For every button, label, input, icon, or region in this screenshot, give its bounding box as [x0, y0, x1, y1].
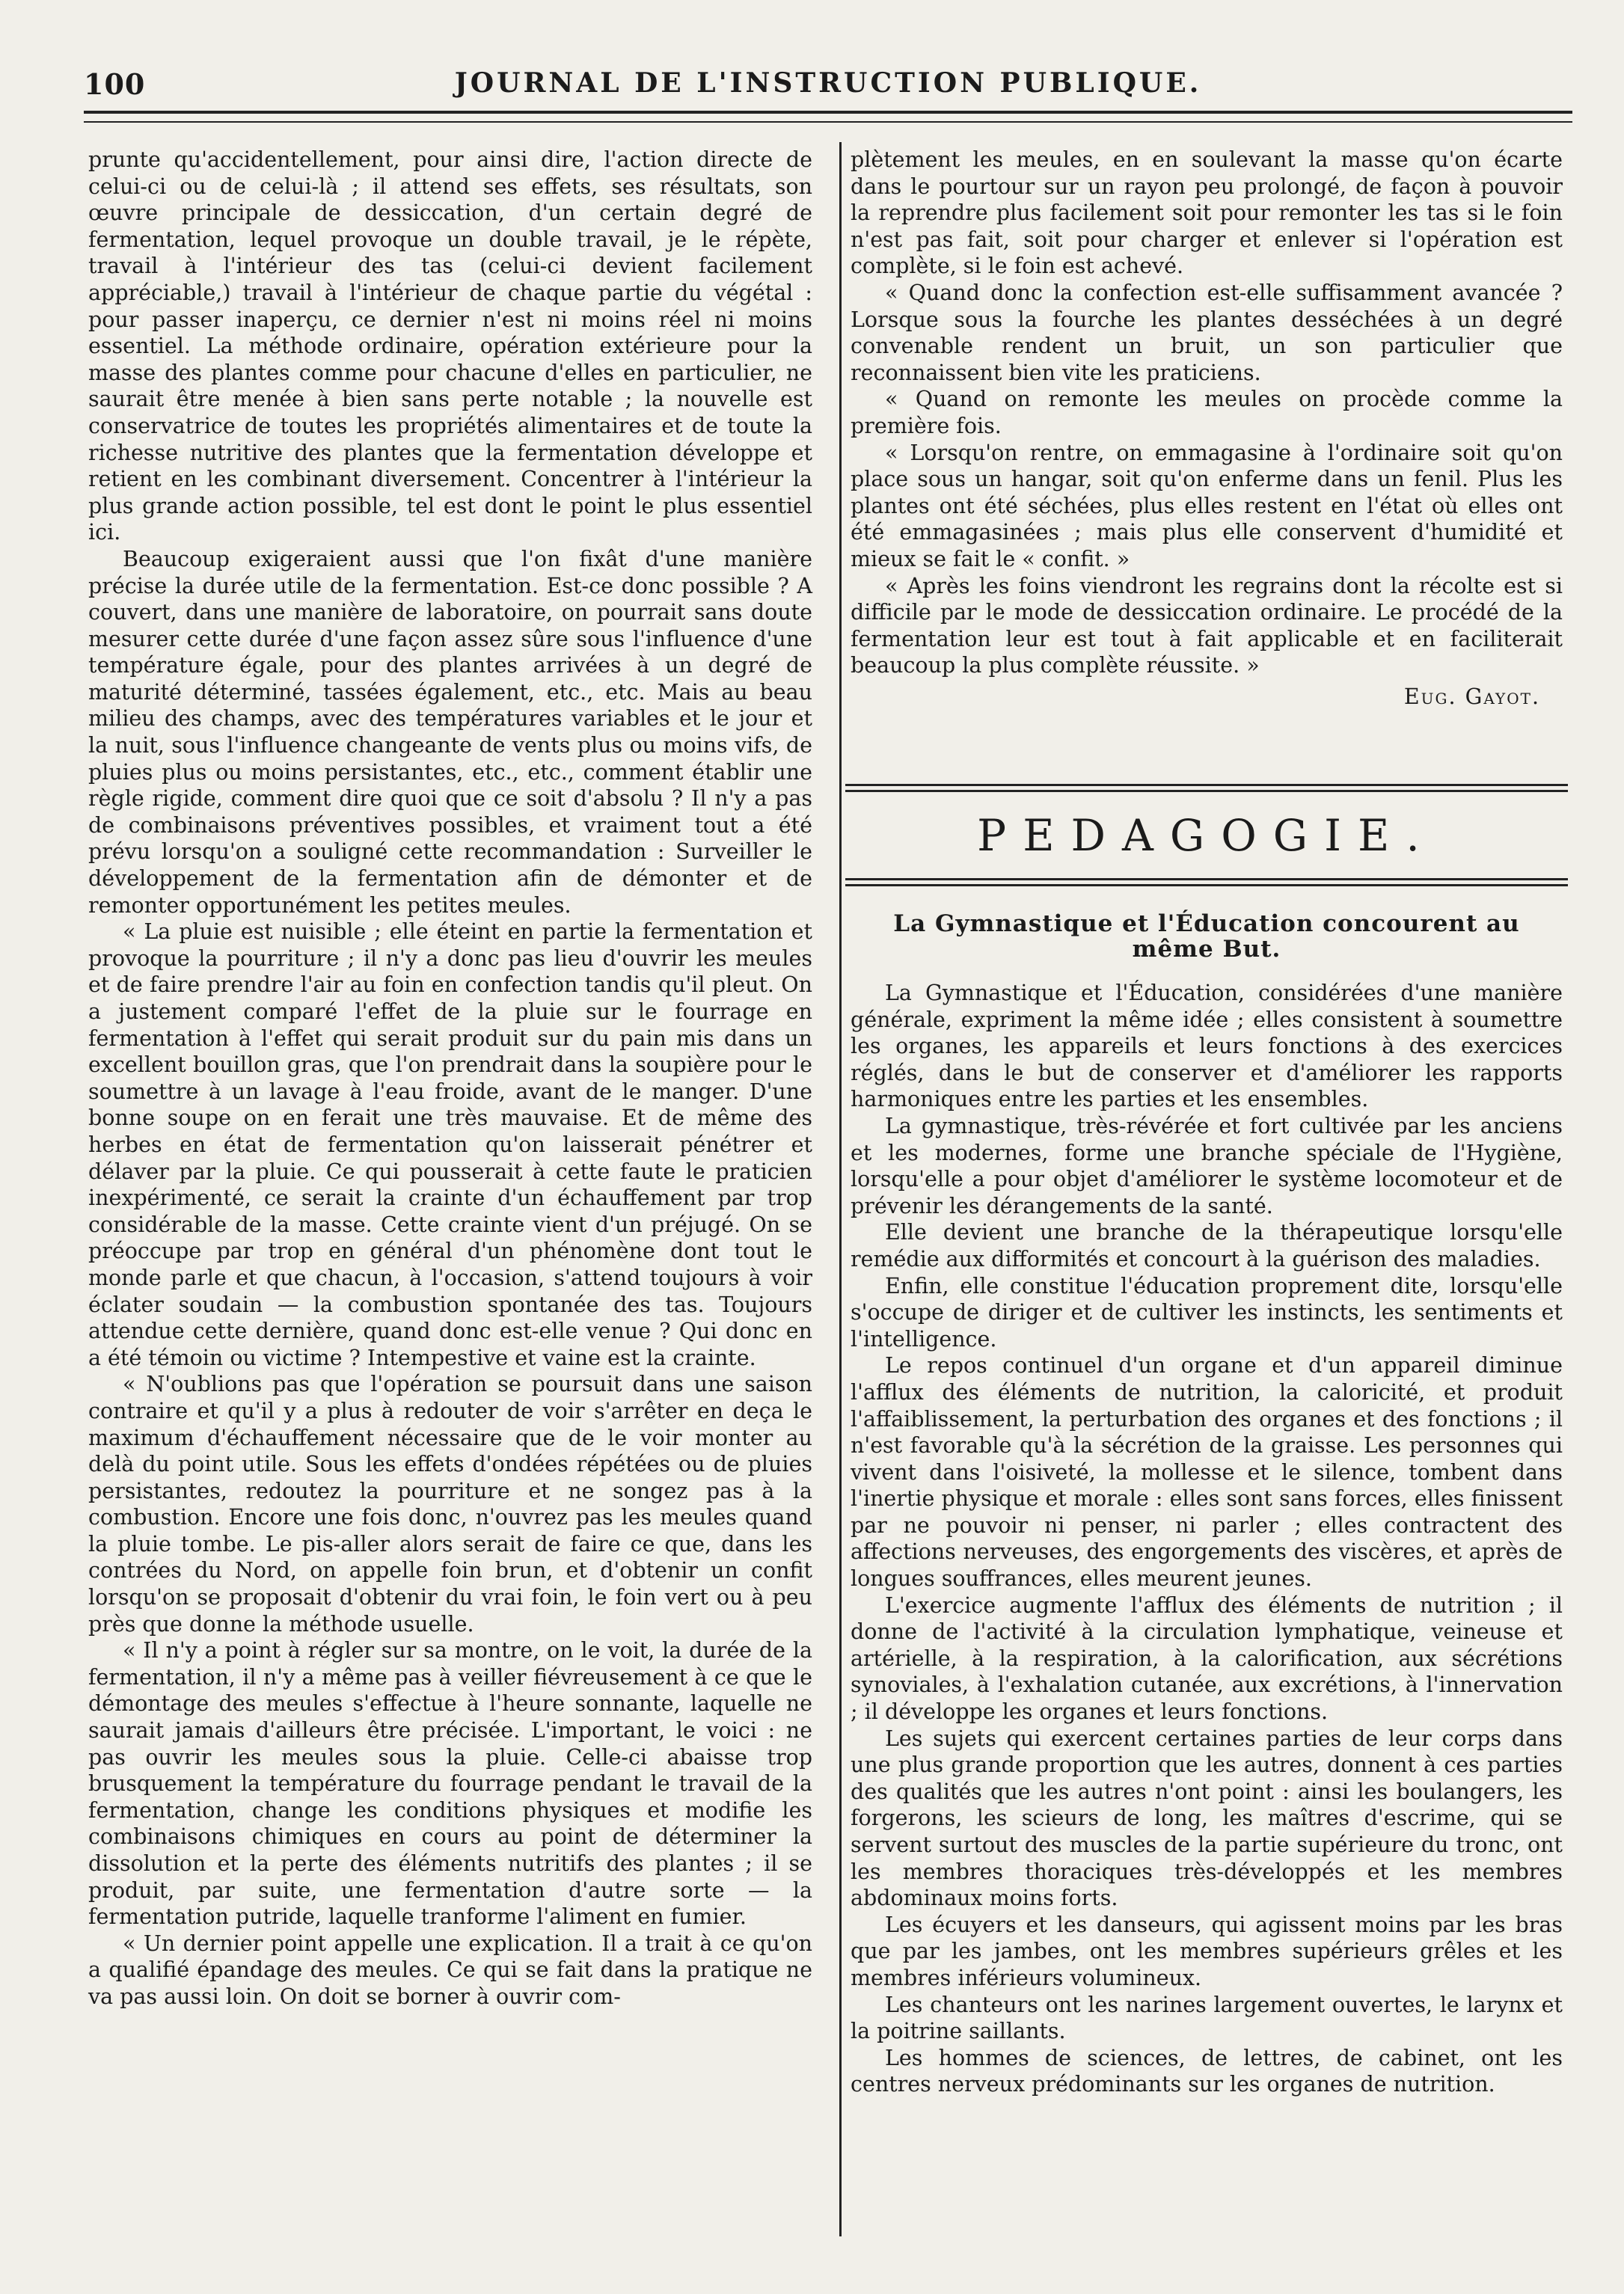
paragraph: Elle devient une branche de la thérapeutique lorsqu'elle remédie aux difformités et concourt à la guérison des maladies. [851, 1220, 1563, 1272]
section-rule-top-2 [845, 790, 1568, 792]
paragraph: La gymnastique, très-révérée et fort cultivée par les anciens et les modernes, forme une branche spéciale de l'Hygiène, lorsqu'elle a pour objet d'améliorer le système locomoteur et de prévenir les dérangements de la santé. [851, 1113, 1563, 1218]
right-column-top [851, 147, 1563, 710]
paragraph: Les hommes de sciences, de lettres, de cabinet, ont les centres nerveux prédominants sur les organes de nutrition. [851, 2045, 1563, 2097]
page-number: 100 [84, 67, 146, 101]
author-signature: Eug. Gayot. [1403, 684, 1540, 709]
paragraph: « La pluie est nuisible ; elle éteint en partie la fermentation et provoque la pourriture ; il n'y a donc pas lieu d'ouvrir les meules et de faire prendre l'air au foin en confection tandis qu'il pleut. On a justement comparé l'effet de la pluie sur le fourrage en fermentation à l'effet qui serait produit sur du pain mis dans un excellent bouillon gras, que l'on prendrait dans la soupière pour le soumettre à un lavage à l'eau froide, avant de le manger. D'une bonne soupe on en ferait une très mauvaise. Et de même des herbes en état de fermentation qu'on laisserait pénétrer et délaver par la pluie. Ce qui pousserait à cette faute le praticien inexpérimenté, ce serait la crainte d'un échauffement par trop considérable de la masse. Cette crainte vient d'un préjugé. On se préoccupe par trop en général d'un phénomène dont tout le monde parle et que chacun, à l'occasion, s'attend toujours à voir éclater soudain — la combustion spontanée des tas. Toujours attendue cette dernière, quand donc est-elle venue ? Qui donc en a été témoin ou victime ? Intempestive et vaine est la crainte. [88, 919, 812, 1370]
paragraph: « Un dernier point appelle une explication. Il a trait à ce qu'on a qualifié épandage des meules. Ce qui se fait dans la pratique ne va pas aussi loin. On doit se borner à ouvrir com- [88, 1930, 812, 2009]
right-column-bottom [851, 980, 1563, 2098]
paragraph: « Quand donc la confection est-elle suffisamment avancée ? Lorsque sous la fourche les plantes desséchées à un degré convenable rendent un bruit, un son particulier que reconnaissent bien vite les praticiens. [851, 280, 1563, 385]
paragraph: plètement les meules, en en soulevant la masse qu'on écarte dans le pourtour sur un rayon peu prolongé, de façon à pouvoir la reprendre plus facilement soit pour remonter les tas si le foin n'est pas fait, soit pour charger et enlever si l'opération est complète, si le foin est achevé. [851, 147, 1563, 279]
section-rule-top [845, 784, 1568, 786]
paragraph: « Lorsqu'on rentre, on emmagasine à l'ordinaire soit qu'on place sous un hangar, soit qu'on enferme dans un fenil. Plus les plantes ont été séchées, plus elles restent en l'état où elles ont été emmagasinées ; mais plus elle conservent d'humidité et mieux se fait le « confit. » [851, 440, 1563, 571]
paragraph: Le repos continuel d'un organe et d'un appareil diminue l'afflux des éléments de nutrition, la caloricité, et produit l'affaiblissement, la perturbation des organes et des fonctions ; il n'est favorable qu'à la sécrétion de la graisse. Les personnes qui vivent dans l'oisiveté, la mollesse et le silence, tombent dans l'inertie physique et morale : elles sont sans forces, elles finissent par ne pouvoir ni penser, ni parler ; elles contractent des affections nerveuses, des engorgements des viscères, et après de longues souffrances, elles meurent jeunes. [851, 1353, 1563, 1592]
paragraph: « Quand on remonte les meules on procède comme la première fois. [851, 387, 1563, 438]
paragraph: Beaucoup exigeraient aussi que l'on fixât d'une manière précise la durée utile de la fermentation. Est-ce donc possible ? A couvert, dans une manière de laboratoire, on pourrait sans doute mesurer cette durée d'une façon assez sûre sous l'influence d'une température égale, pour des plantes arrivées à un degré de maturité déterminé, tassées également, etc., etc. Mais au beau milieu des champs, avec des températures variables et le jour et la nuit, sous l'influence changeante de vents plus ou moins vifs, de pluies plus ou moins persistantes, etc., etc., comment établir une règle rigide, comment dire quoi que ce soit d'absolu ? Il n'y a pas de combinaisons préventives possibles, et vraiment tout a été prévu lorsqu'on a souligné cette recommandation : Surveiller le développement de la fermentation afin de démonter et de remonter opportunément les petites meules. [88, 546, 812, 918]
paragraph: La Gymnastique et l'Éducation, considérées d'une manière générale, expriment la même idée ; elles consistent à soumettre les organes, les appareils et leurs fonctions à des exercices réglés, dans le but de conserver et d'améliorer les rapports harmoniques entre les parties et les ensembles. [851, 981, 1563, 1112]
column-divider [839, 142, 842, 2236]
article-title: La Gymnastique et l'Éducation concourent au même But. [893, 910, 1520, 963]
paragraph: Les sujets qui exercent certaines parties de leur corps dans une plus grande proportion que les autres, donnent à ces parties des qualités que les autres n'ont point : ainsi les boulangers, les forgerons, les scieurs de long, les maîtres d'escrime, qui se servent surtout des muscles de la partie supérieure du tronc, ont les membres thoraciques très-développés et les membres abdominaux moins forts. [851, 1726, 1563, 1911]
header-rule [84, 111, 1572, 123]
paragraph: « N'oublions pas que l'opération se poursuit dans une saison contraire et qu'il y a plus à redouter de voir s'arrêter en deça le maximum d'échauffement nécessaire que de le voir monter au delà du point utile. Sous les effets d'ondées répétées ou de pluies persistantes, redoutez la pourriture et ne songez pas à la combustion. Encore une fois donc, n'ouvrez pas les meules quand la pluie tombe. Le pis-aller alors serait de faire ce que, dans les contrées du Nord, on appelle foin brun, et d'obtenir un confit lorsqu'on se proposait d'obtenir du vrai foin, le foin vert ou à peu près que donne la méthode usuelle. [88, 1372, 812, 1637]
paragraph: prunte qu'accidentellement, pour ainsi dire, l'action directe de celui-ci ou de celui-là ; il attend ses effets, ses résultats, son œuvre principale de dessiccation, d'un certain degré de fermentation, lequel provoque un double travail, je le répète, travail à l'intérieur des tas (celui-ci devient facilement appréciable,) travail à l'intérieur de chaque partie du végétal : pour passer inaperçu, ce dernier n'est ni moins réel ni moins essentiel. La méthode ordinaire, opération extérieure pour la masse des plantes comme pour chacune d'elles en particulier, ne saurait être menée à bien sans perte notable ; la nouvelle est conservatrice de toutes les propriétés alimentaires et de toute la richesse nutritive des plantes que la fermentation développe et retient en les combinant diversement. Concentrer à l'intérieur la plus grande action possible, tel est dont le point le plus essentiel ici. [88, 147, 812, 545]
paragraph: L'exercice augmente l'afflux des éléments de nutrition ; il donne de l'activité à la circulation lymphatique, veineuse et artérielle, à la respiration, à la calorification, aux sécrétions synoviales, à l'exhalation cutanée, aux excrétions, à l'innervation ; il développe les organes et leurs fonctions. [851, 1592, 1563, 1725]
paragraph: Les écuyers et les danseurs, qui agissent moins par les bras que par les jambes, ont les membres supérieurs grêles et les membres inférieurs volumineux. [851, 1912, 1563, 1990]
left-column [88, 147, 812, 2011]
paragraph: « Il n'y a point à régler sur sa montre, on le voit, la durée de la fermentation, il n'y a même pas à veiller fiévreusement à ce que le démontage des meules s'effectue à l'heure sonnante, laquelle ne saurait jamais d'ailleurs être précisée. L'important, le voici : ne pas ouvrir les meules sous la pluie. Celle-ci abaisse trop brusquement la température du fourrage pendant le travail de la fermentation, change les conditions physiques et modifie les combinaisons chimiques en cours au point de déterminer la dissolution et la perte des éléments nutritifs des plantes ; il se produit, par suite, une fermentation d'autre sorte — la fermentation putride, laquelle tranforme l'aliment en fumier. [88, 1638, 812, 1930]
paragraph: Enfin, elle constitue l'éducation proprement dite, lorsqu'elle s'occupe de diriger et de cultiver les instincts, les sentiments et l'intelligence. [851, 1273, 1563, 1352]
paragraph: Les chanteurs ont les narines largement ouvertes, le larynx et la poitrine saillants. [851, 1992, 1563, 2044]
page-header [84, 63, 1572, 108]
paragraph: « Après les foins viendront les regrains dont la récolte est si difficile par le mode de dessiccation ordinaire. Le procédé de la fermentation leur est tout à fait applicable et en faciliterait beaucoup la plus complète réussite. » [851, 573, 1563, 678]
section-title: PEDAGOGIE. [977, 810, 1436, 861]
section-rule-bottom [845, 878, 1568, 880]
section-rule-bottom-2 [845, 884, 1568, 886]
journal-title: JOURNAL DE L'INSTRUCTION PUBLIQUE. [454, 67, 1202, 99]
